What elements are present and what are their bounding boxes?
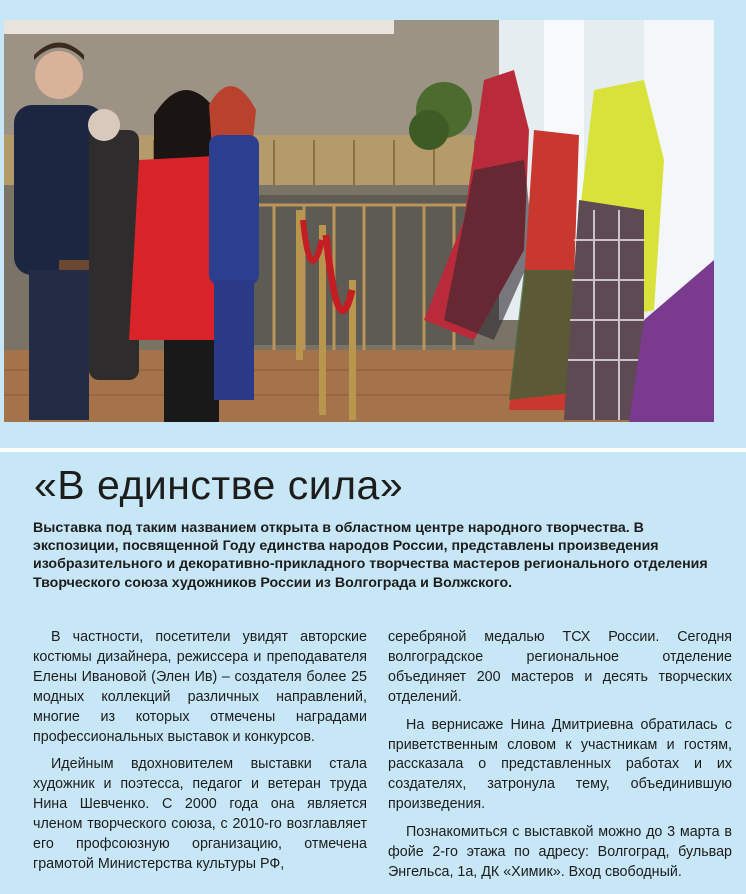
article-lead: Выставка под таким названием открыта в областном центре народного творчества. В экспозиции, посвященной Году единства народов России, представлены произведения изобразительного и декоративно-прикладного творчества мастеров регионального отделения Творческого союза художников России из Волгограда и Волжского.	[33, 520, 708, 591]
article-paragraph: В частности, посетители увидят авторские костюмы дизайнера, режиссера и преподавателя Елены Ивановой (Элен Ив) – создателя более 25 модных коллекций различных направлений, многие из которых отмечены наградами профессиональных выставок и конкурсов.	[33, 629, 367, 745]
article-paragraph: На вернисаже Нина Дмитриевна обратилась с приветственным словом к участникам и гостям, рассказала о представленных работах и их создателях, затронула тему, объединившую произведения.	[388, 716, 732, 813]
section-divider	[0, 448, 746, 452]
article-paragraph: Познакомиться с выставкой можно до 3 марта в фойе 2-го этажа по адресу: Волгоград, бульвар Энгельса, 1а, ДК «Химик». Вход свободный.	[388, 824, 732, 880]
article-column-right	[388, 628, 732, 891]
article-paragraph: серебряной медалью ТСХ России. Сегодня волгоградское региональное отделение объединяет 200 мастеров и десять творческих отделений.	[388, 629, 732, 705]
exhibition-photo	[4, 20, 714, 422]
article-column-left	[33, 628, 367, 883]
article-headline: «В единстве сила»	[34, 462, 404, 508]
article-paragraph: Идейным вдохновителем выставки стала художник и поэтесса, педагог и ветеран труда Нина Шевченко. С 2000 года она является членом творческого союза, с 2010-го возглавляет его профсоюзную организацию, отмечена грамотой Министерства культуры РФ,	[33, 756, 367, 872]
exhibition-photo-illustration	[4, 20, 714, 422]
